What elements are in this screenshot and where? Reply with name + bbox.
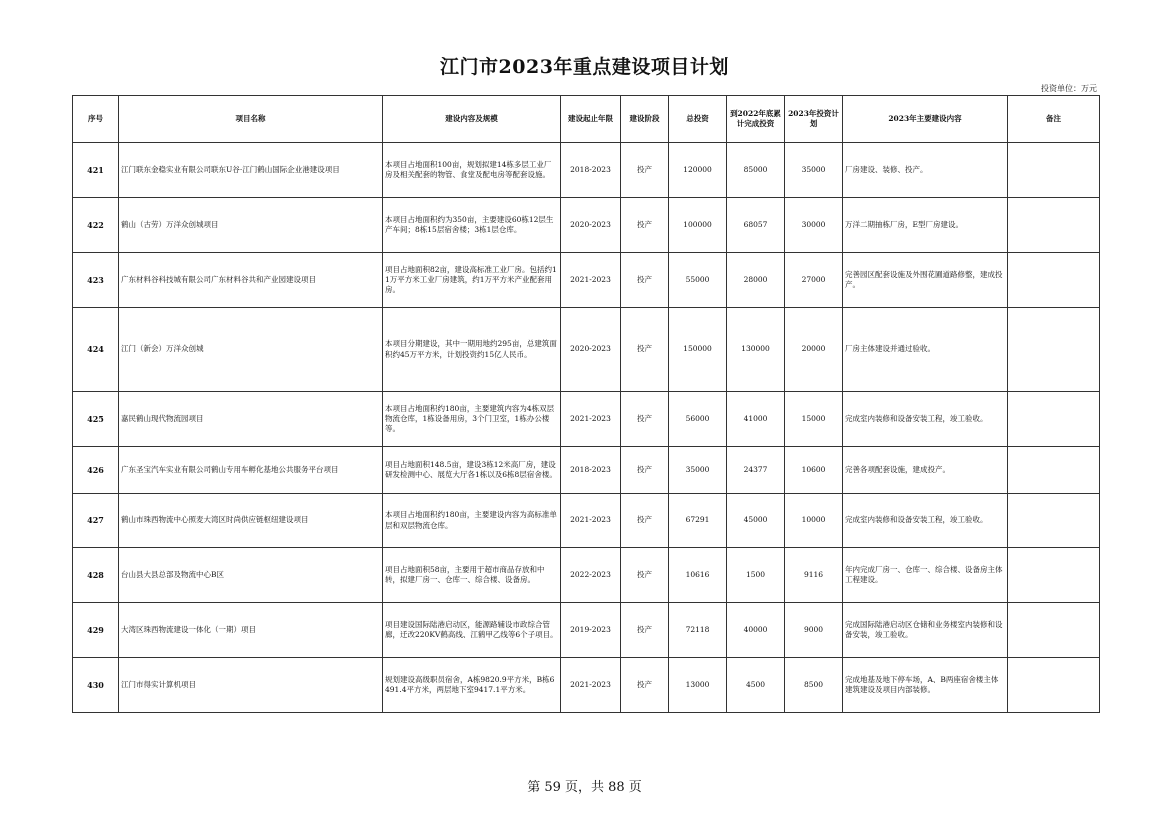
row-content-scale: 本项目占地面积约为350亩，主要建设60栋12层生产车间；8栋15层宿舍楼；3栋1层仓库。 bbox=[383, 198, 561, 253]
row-content-scale: 本项目分期建设，其中一期用地约295亩，总建筑面积约45万平方米，计划投资约15亿人民币。 bbox=[383, 308, 561, 392]
row-project-name: 嘉民鹤山现代物流园项目 bbox=[119, 392, 383, 447]
row-project-name: 广东圣宝汽车实业有限公司鹤山专用车孵化基地公共服务平台项目 bbox=[119, 447, 383, 494]
row-seq: 425 bbox=[73, 392, 119, 447]
row-main-content-2023: 厂房主体建设并通过验收。 bbox=[843, 308, 1008, 392]
row-period: 2022-2023 bbox=[561, 548, 621, 603]
row-stage: 投产 bbox=[621, 253, 669, 308]
row-content-scale: 本项目占地面积约180亩，主要建筑内容为4栋双层物流仓库，1栋设备用房，3个门卫室，1栋办公楼等。 bbox=[383, 392, 561, 447]
row-seq: 427 bbox=[73, 494, 119, 548]
row-main-content-2023: 完成国际陆港启动区仓储和业务楼室内装修和设备安装，竣工验收。 bbox=[843, 603, 1008, 658]
row-seq: 430 bbox=[73, 658, 119, 713]
row-main-content-2023: 万洋二期抽栋厂房，E型厂房建设。 bbox=[843, 198, 1008, 253]
row-done-2022: 41000 bbox=[727, 392, 785, 447]
row-done-2022: 68057 bbox=[727, 198, 785, 253]
row-remark bbox=[1008, 308, 1100, 392]
row-content-scale: 规划建设高级职员宿舍，A栋9820.9平方米，B栋6491.4平方米，两层地下室9417.1平方米。 bbox=[383, 658, 561, 713]
row-total-investment: 100000 bbox=[669, 198, 727, 253]
row-content-scale: 本项目占地面积约180亩，主要建设内容为高标准单层和双层物流仓库。 bbox=[383, 494, 561, 548]
row-seq: 422 bbox=[73, 198, 119, 253]
row-done-2022: 4500 bbox=[727, 658, 785, 713]
header-seq: 序号 bbox=[73, 96, 119, 143]
row-plan-2023: 35000 bbox=[785, 143, 843, 198]
row-remark bbox=[1008, 253, 1100, 308]
row-period: 2018-2023 bbox=[561, 143, 621, 198]
row-project-name: 鹤山（古劳）万洋众创城项目 bbox=[119, 198, 383, 253]
row-remark bbox=[1008, 603, 1100, 658]
row-content-scale: 项目建设国际陆港启动区，能源路辅设市政综合管廊，迁改220KV鹤高线、江鹤甲乙线等6个子项目。 bbox=[383, 603, 561, 658]
row-content-scale: 项目占地面积148.5亩，建设3栋12米高厂房，建设研发检测中心、展览大厅各1栋以及6栋8层宿舍楼。 bbox=[383, 447, 561, 494]
table-row bbox=[73, 392, 1100, 447]
page-footer: 第 59 页，共 88 页 bbox=[527, 780, 642, 795]
row-main-content-2023: 厂房建设、装修、投产。 bbox=[843, 143, 1008, 198]
row-period: 2018-2023 bbox=[561, 447, 621, 494]
row-content-scale: 项目占地面积82亩，建设高标准工业厂房。包括约11万平方米工业厂房建筑，约1万平方米产业配套用房。 bbox=[383, 253, 561, 308]
row-seq: 423 bbox=[73, 253, 119, 308]
row-done-2022: 85000 bbox=[727, 143, 785, 198]
row-project-name: 台山县大县总部及物流中心B区 bbox=[119, 548, 383, 603]
row-done-2022: 40000 bbox=[727, 603, 785, 658]
header-project-name: 项目名称 bbox=[119, 96, 383, 143]
row-remark bbox=[1008, 143, 1100, 198]
row-plan-2023: 15000 bbox=[785, 392, 843, 447]
row-total-investment: 72118 bbox=[669, 603, 727, 658]
row-main-content-2023: 完善各项配套设施，建成投产。 bbox=[843, 447, 1008, 494]
table-row bbox=[73, 548, 1100, 603]
row-done-2022: 1500 bbox=[727, 548, 785, 603]
row-main-content-2023: 完成室内装修和设备安装工程，竣工验收。 bbox=[843, 494, 1008, 548]
row-done-2022: 45000 bbox=[727, 494, 785, 548]
table-row bbox=[73, 143, 1100, 198]
header-main-content-2023: 2023年主要建设内容 bbox=[843, 96, 1008, 143]
row-main-content-2023: 完成地基及地下停车场，A、B两座宿舍楼主体建筑建设及项目内部装修。 bbox=[843, 658, 1008, 713]
row-period: 2021-2023 bbox=[561, 253, 621, 308]
row-period: 2020-2023 bbox=[561, 308, 621, 392]
row-seq: 424 bbox=[73, 308, 119, 392]
header-period: 建设起止年限 bbox=[561, 96, 621, 143]
row-main-content-2023: 年内完成厂房一、仓库一、综合楼、设备房主体工程建设。 bbox=[843, 548, 1008, 603]
row-remark bbox=[1008, 548, 1100, 603]
row-plan-2023: 9116 bbox=[785, 548, 843, 603]
row-project-name: 大湾区珠西物流建设一体化（一期）项目 bbox=[119, 603, 383, 658]
row-stage: 投产 bbox=[621, 198, 669, 253]
table-row bbox=[73, 447, 1100, 494]
header-remark: 备注 bbox=[1008, 96, 1100, 143]
row-stage: 投产 bbox=[621, 658, 669, 713]
row-done-2022: 130000 bbox=[727, 308, 785, 392]
row-done-2022: 28000 bbox=[727, 253, 785, 308]
row-plan-2023: 10600 bbox=[785, 447, 843, 494]
row-total-investment: 150000 bbox=[669, 308, 727, 392]
row-plan-2023: 9000 bbox=[785, 603, 843, 658]
row-period: 2021-2023 bbox=[561, 658, 621, 713]
investment-unit-label: 投资单位：万元 bbox=[1041, 84, 1097, 93]
row-remark bbox=[1008, 198, 1100, 253]
row-seq: 429 bbox=[73, 603, 119, 658]
table-row bbox=[73, 253, 1100, 308]
row-plan-2023: 10000 bbox=[785, 494, 843, 548]
header-plan-2023: 2023年投资计划 bbox=[785, 96, 843, 143]
row-project-name: 鹤山市珠西物流中心照麦大湾区时尚供应链枢纽建设项目 bbox=[119, 494, 383, 548]
header-total-investment: 总投资 bbox=[669, 96, 727, 143]
row-project-name: 江门（新会）万洋众创城 bbox=[119, 308, 383, 392]
row-stage: 投产 bbox=[621, 548, 669, 603]
row-total-investment: 10616 bbox=[669, 548, 727, 603]
row-seq: 426 bbox=[73, 447, 119, 494]
row-plan-2023: 27000 bbox=[785, 253, 843, 308]
row-plan-2023: 20000 bbox=[785, 308, 843, 392]
row-remark bbox=[1008, 658, 1100, 713]
row-seq: 428 bbox=[73, 548, 119, 603]
row-period: 2021-2023 bbox=[561, 392, 621, 447]
row-stage: 投产 bbox=[621, 143, 669, 198]
row-project-name: 广东材料谷科技城有限公司广东材料谷共和产业园建设项目 bbox=[119, 253, 383, 308]
row-main-content-2023: 完善园区配套设施及外围花圃道路修整，建成投产。 bbox=[843, 253, 1008, 308]
row-total-investment: 120000 bbox=[669, 143, 727, 198]
row-remark bbox=[1008, 447, 1100, 494]
row-total-investment: 67291 bbox=[669, 494, 727, 548]
table-row bbox=[73, 198, 1100, 253]
row-stage: 投产 bbox=[621, 447, 669, 494]
row-plan-2023: 8500 bbox=[785, 658, 843, 713]
table-row bbox=[73, 658, 1100, 713]
table-row bbox=[73, 494, 1100, 548]
row-project-name: 江门联东金稳实业有限公司联东U谷·江门鹤山国际企业港建设项目 bbox=[119, 143, 383, 198]
project-plan-table bbox=[72, 95, 1100, 713]
row-period: 2019-2023 bbox=[561, 603, 621, 658]
row-seq: 421 bbox=[73, 143, 119, 198]
row-total-investment: 55000 bbox=[669, 253, 727, 308]
row-stage: 投产 bbox=[621, 494, 669, 548]
header-content-scale: 建设内容及规模 bbox=[383, 96, 561, 143]
row-period: 2021-2023 bbox=[561, 494, 621, 548]
row-plan-2023: 30000 bbox=[785, 198, 843, 253]
row-remark bbox=[1008, 494, 1100, 548]
row-total-investment: 56000 bbox=[669, 392, 727, 447]
row-period: 2020-2023 bbox=[561, 198, 621, 253]
table-header-row bbox=[73, 96, 1100, 143]
row-project-name: 江门市得实计算机项目 bbox=[119, 658, 383, 713]
table-row bbox=[73, 603, 1100, 658]
row-remark bbox=[1008, 392, 1100, 447]
row-stage: 投产 bbox=[621, 603, 669, 658]
header-stage: 建设阶段 bbox=[621, 96, 669, 143]
row-content-scale: 项目占地面积58亩，主要用于超市商品存放和中转，拟建厂房一、仓库一、综合楼、设备房。 bbox=[383, 548, 561, 603]
row-done-2022: 24377 bbox=[727, 447, 785, 494]
row-stage: 投产 bbox=[621, 392, 669, 447]
row-main-content-2023: 完成室内装修和设备安装工程，竣工验收。 bbox=[843, 392, 1008, 447]
row-total-investment: 35000 bbox=[669, 447, 727, 494]
header-done-2022: 到2022年底累计完成投资 bbox=[727, 96, 785, 143]
row-content-scale: 本项目占地面积100亩，规划拟建14栋多层工业厂房及相关配套的物管、食堂及配电房等配套设施。 bbox=[383, 143, 561, 198]
row-stage: 投产 bbox=[621, 308, 669, 392]
row-total-investment: 13000 bbox=[669, 658, 727, 713]
table-row bbox=[73, 308, 1100, 392]
page-title: 江门市2023年重点建设项目计划 bbox=[440, 56, 729, 78]
